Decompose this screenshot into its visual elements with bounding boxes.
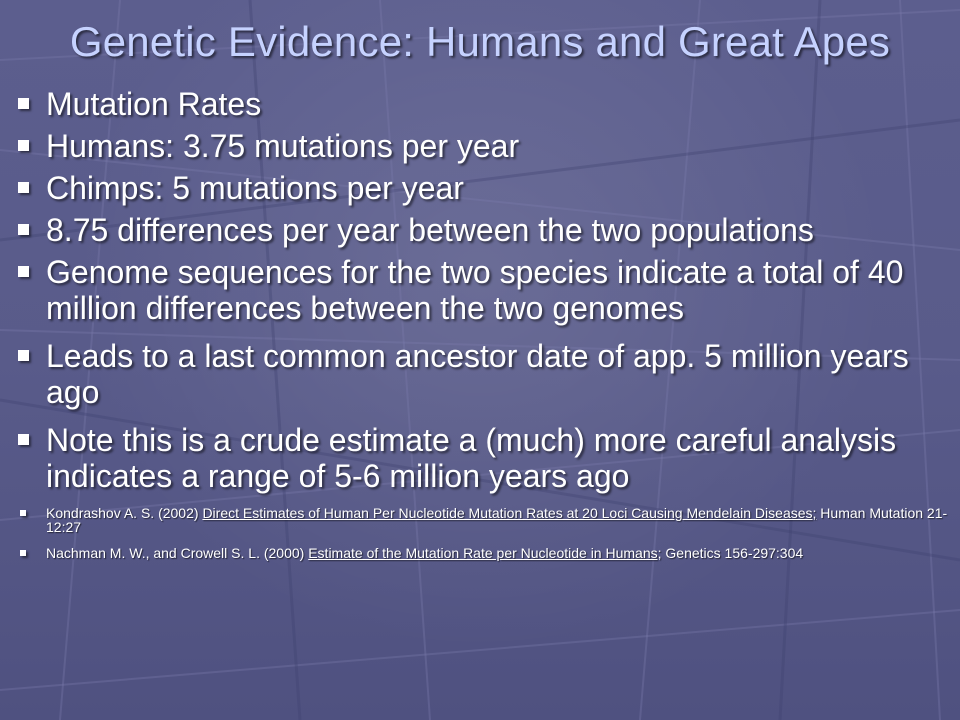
reference-authors: Nachman M. W., and Crowell S. L. (2000) <box>46 545 309 561</box>
bullet-item <box>18 338 948 410</box>
bullet-text: Chimps: 5 mutations per year <box>46 170 464 206</box>
square-bullet-icon <box>18 182 29 193</box>
bullet-text: 8.75 differences per year between the two populations <box>46 212 814 248</box>
bullet-text: Leads to a last common ancestor date of app. 5 million years ago <box>46 338 909 410</box>
square-bullet-icon <box>18 224 29 235</box>
square-bullet-icon <box>20 550 26 556</box>
slide-title: Genetic Evidence: Humans and Great Apes <box>69 18 891 65</box>
reference-title: Direct Estimates of Human Per Nucleotide Mutation Rates at 20 Loci Causing Mendelain Diseases; <box>202 505 817 521</box>
bullet-text: Genome sequences for the two species indicate a total of 40 million differences between the two genomes <box>46 254 904 326</box>
square-bullet-icon <box>18 350 29 361</box>
reference-title: Estimate of the Mutation Rate per Nucleotide in Humans; <box>308 545 662 561</box>
reference-item <box>18 506 948 534</box>
reference-source: Human Mutation 21-12:27 <box>46 505 948 535</box>
bullet-item <box>18 422 948 494</box>
bullet-item <box>18 86 948 122</box>
bullet-text: Mutation Rates <box>46 86 262 122</box>
square-bullet-icon <box>18 266 29 277</box>
bullet-item <box>18 170 948 206</box>
bullet-text: Note this is a crude estimate a (much) more careful analysis indicates a range of 5-6 million years ago <box>46 422 897 494</box>
bullet-item <box>18 128 948 164</box>
square-bullet-icon <box>18 98 29 109</box>
square-bullet-icon <box>18 140 29 151</box>
bullet-text: Humans: 3.75 mutations per year <box>46 128 520 164</box>
reference-source: Genetics 156-297:304 <box>661 545 804 561</box>
reference-authors: Kondrashov A. S. (2002) <box>46 505 203 521</box>
reference-item <box>18 546 948 560</box>
square-bullet-icon <box>20 510 26 516</box>
bullet-item <box>18 212 948 248</box>
bullet-list <box>18 86 948 572</box>
bullet-item <box>18 254 948 326</box>
square-bullet-icon <box>18 434 29 445</box>
